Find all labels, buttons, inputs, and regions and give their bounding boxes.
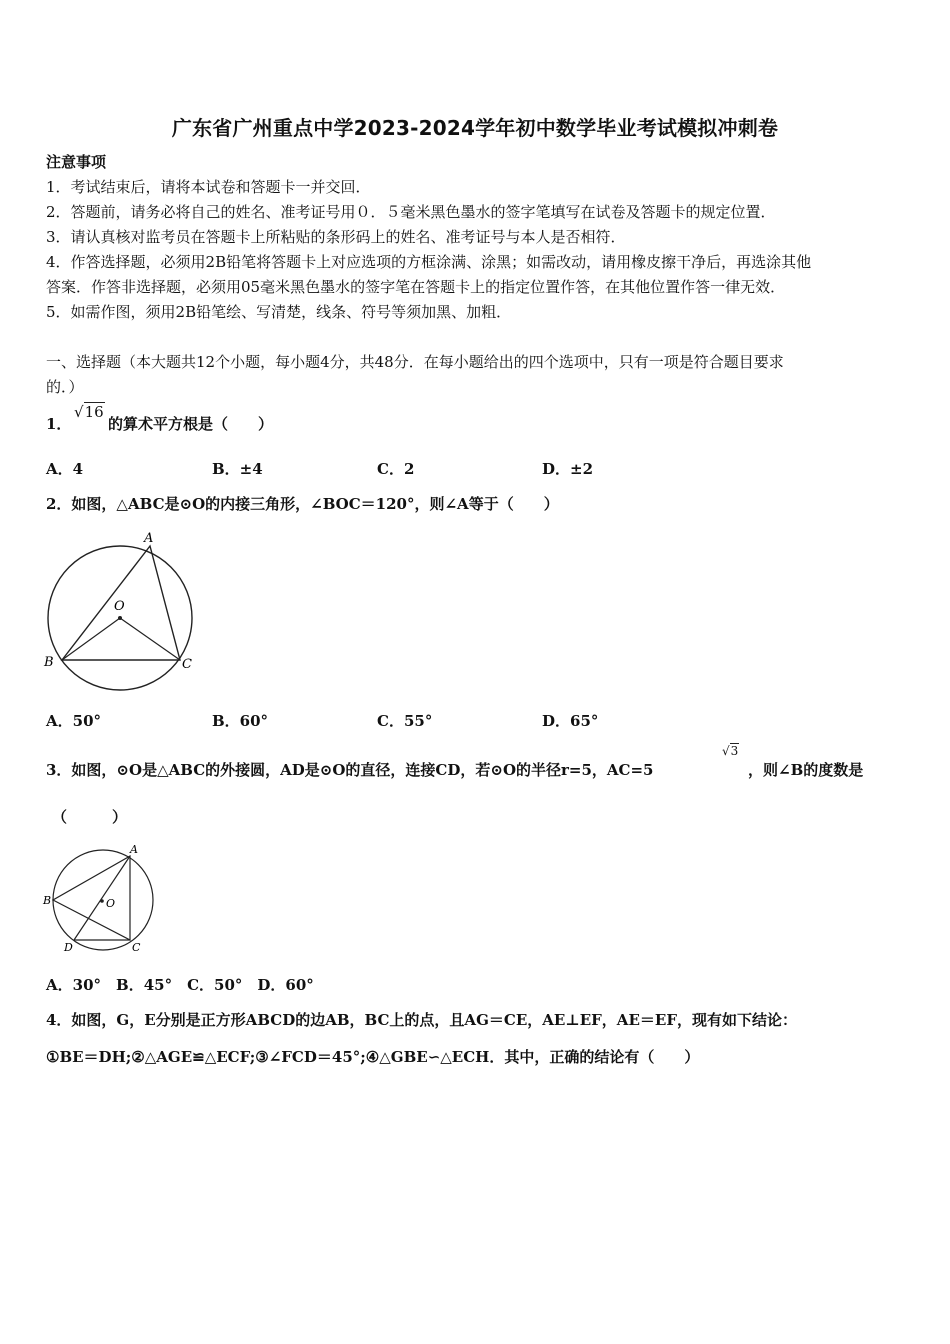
q3-text: 3．如图，⊙O是△ABC的外接圆，AD是⊙O的直径，连接CD，若⊙O的半径r=5，AC=5 bbox=[46, 761, 654, 779]
notice-item-3: 3．请认真核对监考员在答题卡上所粘贴的条形码上的姓名、准考证号与本人是否相符． bbox=[46, 228, 626, 246]
section-heading: 一、选择题（本大题共12个小题，每小题4分，共48分．在每小题给出的四个选项中，只有一项是符合题目要求 bbox=[46, 353, 784, 371]
q2-label-a: A bbox=[144, 531, 154, 546]
q2-option-c: C．55° bbox=[377, 712, 433, 730]
q2-label-o: O bbox=[114, 599, 125, 614]
q2-center-point bbox=[118, 616, 122, 620]
q2-text: 2．如图，△ABC是⊙O的内接三角形，∠BOC＝120°，则∠A等于（ ） bbox=[46, 495, 559, 513]
q3-label-a: A bbox=[130, 843, 138, 856]
q1-option-b: B．±4 bbox=[212, 460, 263, 478]
q1-option-a: A．4 bbox=[46, 460, 84, 478]
q1-sqrt: √16 bbox=[74, 403, 104, 421]
q3-label-b: B bbox=[43, 894, 52, 907]
q2-label-b: B bbox=[44, 655, 54, 670]
q3-center-point bbox=[100, 899, 104, 903]
notice-heading: 注意事项 bbox=[46, 153, 107, 171]
q3-label-d: D bbox=[64, 941, 73, 954]
q1-radicand: 16 bbox=[84, 403, 104, 421]
q2-option-a: A．50° bbox=[46, 712, 102, 730]
q2-circle-diagram bbox=[40, 528, 205, 698]
q1-number: 1． bbox=[46, 415, 72, 433]
q1-option-d: D．±2 bbox=[542, 460, 594, 478]
q3-diameter-ad bbox=[74, 856, 130, 940]
section-heading-cont: 的．） bbox=[46, 378, 84, 396]
q3-sqrt: √3 bbox=[722, 744, 739, 758]
notice-item-4: 4．作答选择题，必须用2B铅笔将答题卡上对应选项的方框涂满、涂黑；如需改动，请用橡皮擦干净后，再选涂其他 bbox=[46, 253, 812, 271]
q3-radicand: 3 bbox=[730, 744, 739, 758]
q4-text: 4．如图，G，E分别是正方形ABCD的边AB，BC上的点，且AG＝CE，AE⊥EF，AE＝EF，现有如下结论： bbox=[46, 1011, 797, 1029]
notice-item-5: 5．如需作图，须用2B铅笔绘、写清楚，线条、符号等须加黑、加粗． bbox=[46, 303, 512, 321]
q3-circle-diagram bbox=[40, 843, 165, 958]
notice-item-2: 2．答题前，请务必将自己的姓名、准考证号用０．５毫米黑色墨水的签字笔填写在试卷及答题卡的规定位置． bbox=[46, 203, 776, 221]
q3-label-o: O bbox=[106, 897, 116, 910]
q2-label-c: C bbox=[182, 657, 192, 672]
q3-label-c: C bbox=[132, 941, 141, 954]
notice-item-4-cont: 答案．作答非选择题，必须用05毫米黑色墨水的签字笔在答题卡上的指定位置作答，在其他位置作答一律无效． bbox=[46, 278, 786, 296]
q2-option-d: D．65° bbox=[542, 712, 599, 730]
q1-option-c: C．2 bbox=[377, 460, 415, 478]
q1-text: 的算术平方根是（ ） bbox=[108, 415, 274, 433]
q3-paren: （ ） bbox=[52, 808, 128, 826]
q3-options: A．30° B．45° C．50° D．60° bbox=[46, 976, 314, 994]
q2-option-b: B．60° bbox=[212, 712, 269, 730]
exam-title: 广东省广州重点中学2023-2024学年初中数学毕业考试模拟冲刺卷 bbox=[171, 116, 779, 140]
q2-segment-ob bbox=[62, 618, 120, 660]
notice-item-1: 1．考试结束后，请将本试卷和答题卡一并交回． bbox=[46, 178, 371, 196]
q3-text-after: ，则∠B的度数是 bbox=[748, 761, 864, 779]
q4-conclusions: ①BE＝DH;②△AGE≌△ECF;③∠FCD＝45°;④△GBE∽△ECH．其中，正确的结论有（ ） bbox=[46, 1048, 700, 1066]
